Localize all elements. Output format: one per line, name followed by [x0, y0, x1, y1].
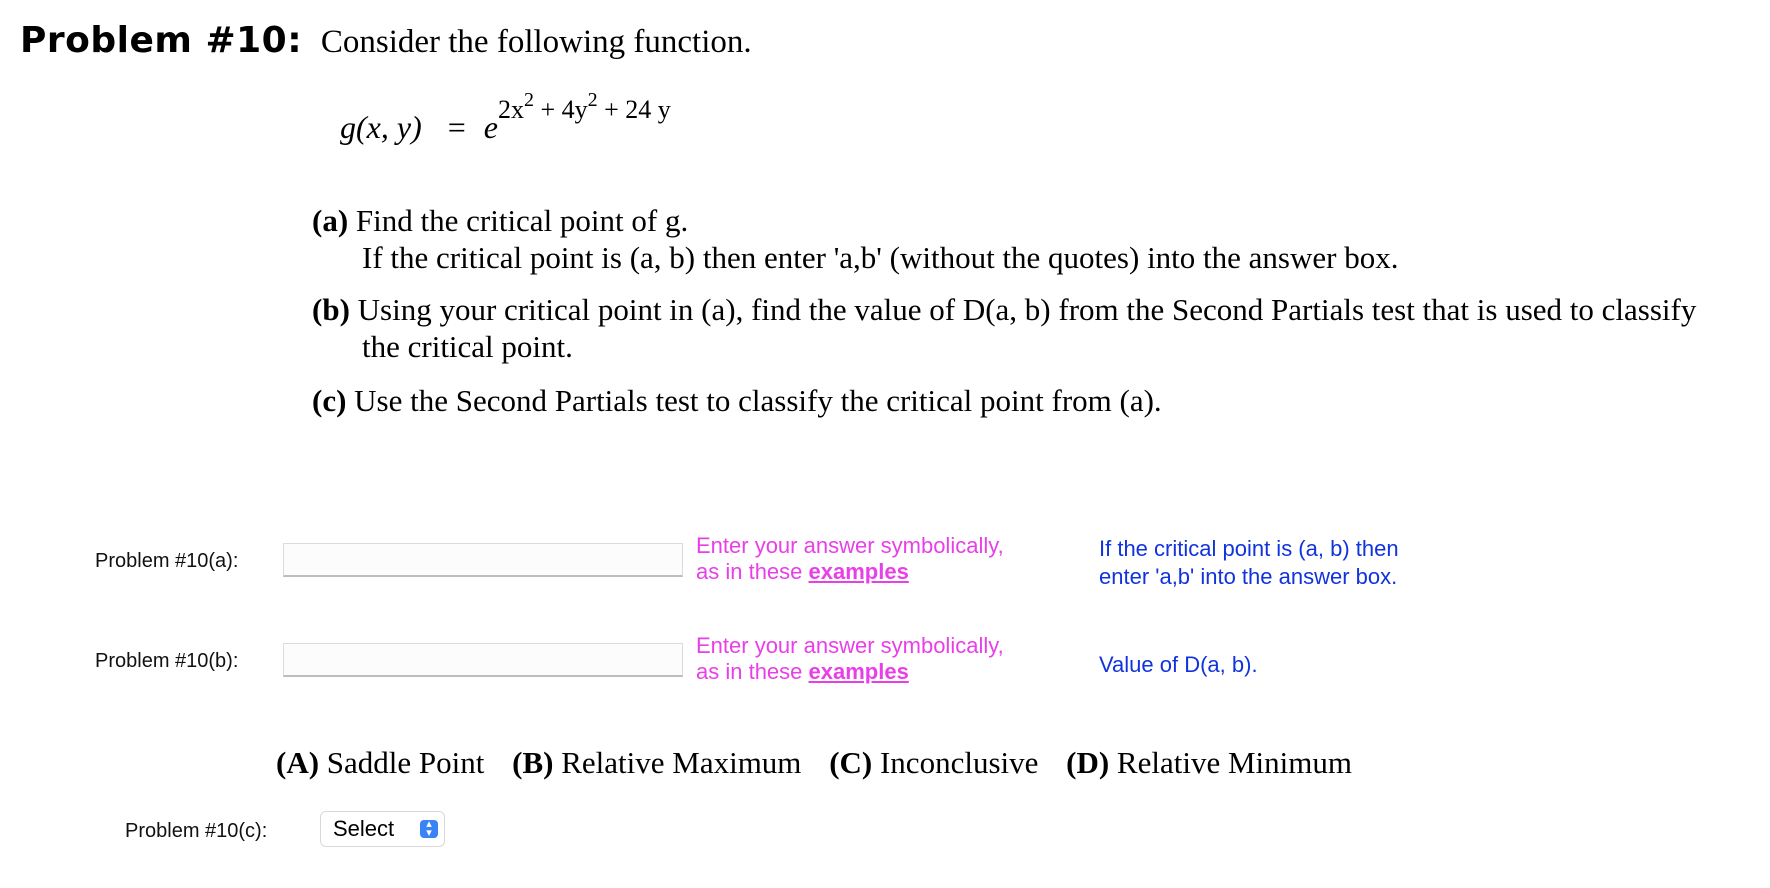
- option-d: (D) Relative Minimum: [1066, 745, 1352, 780]
- answer-c-label: Problem #10(c):: [125, 820, 268, 842]
- answer-c-select-value: Select: [333, 816, 395, 841]
- answer-a-hint-line2: as in these: [696, 559, 803, 584]
- answer-b-input[interactable]: [283, 643, 683, 677]
- answer-a-note-line2: enter 'a,b' into the answer box.: [1099, 564, 1398, 589]
- problem-header: [20, 20, 752, 61]
- answer-b-hint-line2: as in these: [696, 659, 803, 684]
- equation-exponent: 2x2 + 4y2 + 24 y: [497, 89, 671, 124]
- part-c-instructions: [312, 382, 1162, 419]
- part-b-line2: the critical point.: [362, 329, 573, 364]
- answer-b-note: Value of D(a, b).: [1099, 652, 1258, 677]
- answer-b-examples-link[interactable]: examples: [808, 659, 909, 684]
- part-c-line1: Use the Second Partials test to classify the critical point from (a).: [354, 383, 1162, 418]
- function-equation: [340, 89, 671, 146]
- part-c-tag: (c): [312, 383, 347, 418]
- part-a-line2: If the critical point is (a, b) then enter 'a,b' (without the quotes) into the answer box.: [362, 240, 1399, 275]
- answer-b-label: Problem #10(b):: [95, 650, 239, 672]
- classification-options: [276, 745, 1372, 781]
- problem-intro: Consider the following function.: [320, 24, 752, 60]
- answer-a-input[interactable]: [283, 543, 683, 577]
- option-a: (A) Saddle Point: [276, 745, 485, 780]
- answer-a-hint-line1: Enter your answer symbolically,: [696, 533, 1004, 558]
- answer-b-hint: [696, 633, 1004, 685]
- problem-title: Problem #10:: [20, 20, 303, 61]
- part-b-line1: Using your critical point in (a), find the value of D(a, b) from the Second Partials test that is used to classify: [357, 292, 1697, 327]
- part-b-tag: (b): [312, 292, 350, 327]
- answer-a-note: [1099, 535, 1399, 591]
- answer-a-label: Problem #10(a):: [95, 550, 239, 572]
- part-b-instructions: [312, 291, 1696, 365]
- answer-a-note-line1: If the critical point is (a, b) then: [1099, 536, 1399, 561]
- answer-a-examples-link[interactable]: examples: [808, 559, 909, 584]
- answer-c-select[interactable]: [320, 811, 445, 847]
- answer-b-hint-line1: Enter your answer symbolically,: [696, 633, 1004, 658]
- part-a-tag: (a): [312, 203, 349, 238]
- equation-equals: =: [447, 109, 466, 145]
- part-a-instructions: [312, 202, 1398, 276]
- chevron-updown-icon: ▴ ▾: [420, 820, 438, 838]
- answer-a-hint: [696, 533, 1004, 585]
- option-c: (C) Inconclusive: [829, 745, 1039, 780]
- equation-base: e: [483, 109, 498, 145]
- part-a-line1: Find the critical point of g.: [355, 203, 689, 238]
- option-b: (B) Relative Maximum: [512, 745, 802, 780]
- equation-lhs: g(x, y): [340, 109, 422, 145]
